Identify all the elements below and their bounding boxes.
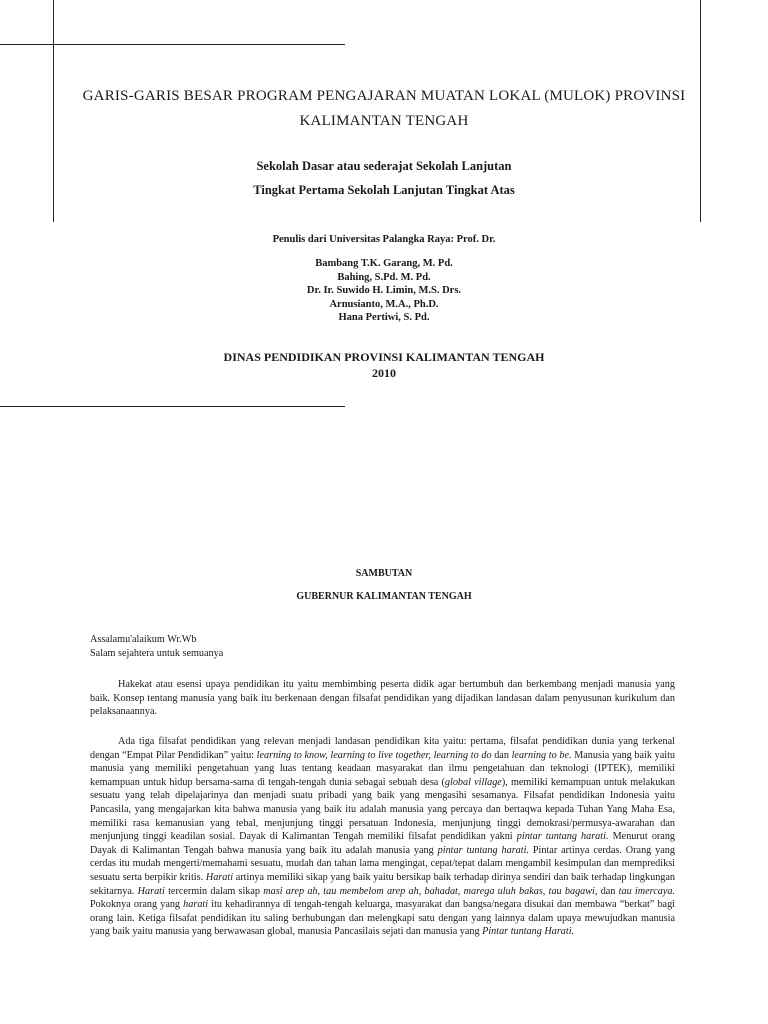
greeting-line-1: Assalamu'alaikum Wr.Wb bbox=[90, 634, 197, 645]
greeting-line-2: Salam sejahtera untuk semuanya bbox=[90, 647, 224, 659]
text-run: , dan bbox=[594, 885, 619, 897]
text-run: Manusia yang baik yaitu manusia yang memiliki pengetahuan yang luas tentang keadaan masyarakat dan ilmu pengetahuan dan teknologi (IPTEK), memiliki kemampuan untuk hidup bersama-sama di tengah-tengah dunia sebagai sebuah desa ( bbox=[90, 749, 676, 788]
italic-run: learning to know, learning to live together, learning to do bbox=[256, 749, 492, 761]
italic-run: Harati bbox=[137, 885, 165, 897]
title-line-2: KALIMANTAN TENGAH bbox=[299, 113, 469, 129]
title-line-1: GARIS-GARIS BESAR PROGRAM PENGAJARAN MUATAN LOKAL (MULOK) PROVINSI bbox=[82, 88, 686, 104]
author-name: Bambang T.K. Garang, M. Pd. bbox=[315, 258, 453, 269]
text-run: Pokoknya orang yang bbox=[90, 899, 184, 911]
text-run: Menurut orang Dayak di Kalimantan Tengah bahwa manusia yang baik itu adalah manusia yang bbox=[90, 831, 676, 856]
foreword-subheading: GUBERNUR KALIMANTAN TENGAH bbox=[296, 591, 472, 602]
publication-year: 2010 bbox=[372, 366, 396, 380]
publisher-name: DINAS PENDIDIKAN PROVINSI KALIMANTAN TENGAH bbox=[223, 350, 545, 364]
text-run: dan bbox=[491, 749, 512, 761]
greeting bbox=[90, 633, 223, 660]
publisher-block bbox=[0, 349, 768, 381]
text-run: ), memiliki kemampuan untuk melakukan sesuatu yang telah dipelajarinya dan menjadi suatu pribadi yang baik yang mengasihi sesamanya. Filsafat pendidikan Indonesia yaitu Pancasila, yang mengajarkan kita bahwa manusia yang baik itu adalah manusia yang percaya dan bertaqwa kepada Tuhan Yang Maha Esa, memiliki rasa kemanusian yang tebal, menjunjung tinggi persatuan Indonesia, menjunjung tinggi demokrasi/permusya-awarahan dan menjunjung tinggi keadilan sosial. Dayak di Kalimantan Tengah memiliki filsafat pendidikan yakni bbox=[90, 776, 675, 843]
subtitle-line-2: Tingkat Pertama Sekolah Lanjutan Tingkat Atas bbox=[253, 183, 515, 197]
text-run: itu kehadirannya di tengah-tengah keluarga, masyarakat dan bangsa/negara disukai dan membawa “berkat” bagi orang lain. Ketiga filsafat pendidikan itu saling berhubungan dan melengkapi satu dengan yang lainnya dalam upaya mewujudkan manusia yang baik yaitu manusia yang berwawasan global, manusia Pancasilais sejati dan manusia yang bbox=[90, 899, 675, 938]
author-name: Bahing, S.Pd. M. Pd. bbox=[337, 271, 431, 283]
author-name: Hana Pertiwi, S. Pd. bbox=[338, 312, 430, 323]
text-run: tercermin dalam sikap bbox=[164, 885, 264, 897]
author-name: Arnusianto, M.A., Ph.D. bbox=[329, 298, 439, 310]
italic-run: masi arep ah, tau membelom arep ah, bahadat, marega uluh bakas, tau bagawi bbox=[263, 885, 595, 897]
italic-run: Pintar tuntang Harati. bbox=[482, 926, 575, 938]
top-horizontal-rule bbox=[0, 44, 345, 45]
italic-run: Harati bbox=[205, 871, 234, 883]
paragraph-text: Hakekat atau esensi upaya pendidikan itu yaitu membimbing peserta didik agar bertumbuh dan berkembang menjadi manusia yang baik. Konsep tentang manusia yang baik itu berkenaan dengan filsafat pendidikan yang dijadikan landasan dalam penyusunan kurikulum dan pelaksanaannya. bbox=[90, 679, 675, 718]
italic-run: learning to be. bbox=[511, 749, 572, 761]
paragraph-text bbox=[90, 735, 675, 939]
authors-heading: Penulis dari Universitas Palangka Raya: Prof. Dr. bbox=[272, 234, 496, 245]
foreword-heading: SAMBUTAN bbox=[355, 568, 413, 579]
text-run: Ada tiga filsafat pendidikan yang relevan menjadi landasan pendidikan kita yaitu: pertama, filsafat pendidikan dunia yang terkenal dengan “Empat Pilar Pendidikan” yaitu: bbox=[90, 736, 675, 761]
italic-run: global village bbox=[444, 776, 502, 788]
italic-run: harati bbox=[183, 899, 209, 911]
italic-run: tau imercaya. bbox=[618, 885, 675, 897]
text-run: artinya memiliki sikap yang baik yaitu bersikap baik terhadap dirinya sendiri dan baik terhadap lingkungan sekitarnya. bbox=[90, 871, 675, 897]
author-list bbox=[0, 257, 768, 325]
foreword-paragraph-1 bbox=[90, 678, 675, 719]
italic-run: pintar tuntang harati. bbox=[516, 831, 609, 843]
bottom-horizontal-rule bbox=[0, 406, 345, 407]
author-name: Dr. Ir. Suwido H. Limin, M.S. Drs. bbox=[306, 285, 462, 296]
foreword-paragraph-2 bbox=[90, 735, 675, 939]
subtitle-line-1: Sekolah Dasar atau sederajat Sekolah Lanjutan bbox=[256, 159, 512, 173]
italic-run: pintar tuntang harati. bbox=[437, 844, 529, 856]
text-run: Pintar artinya cerdas. Orang yang cerdas itu mudah mengerti/memahami sesuatu, mudah dan tahan lama mengingat, cepat/tepat dalam mengambil kesimpulan dan memprediksi sesuatu serta berpikir kritis. bbox=[90, 844, 675, 883]
document-title bbox=[0, 84, 768, 134]
